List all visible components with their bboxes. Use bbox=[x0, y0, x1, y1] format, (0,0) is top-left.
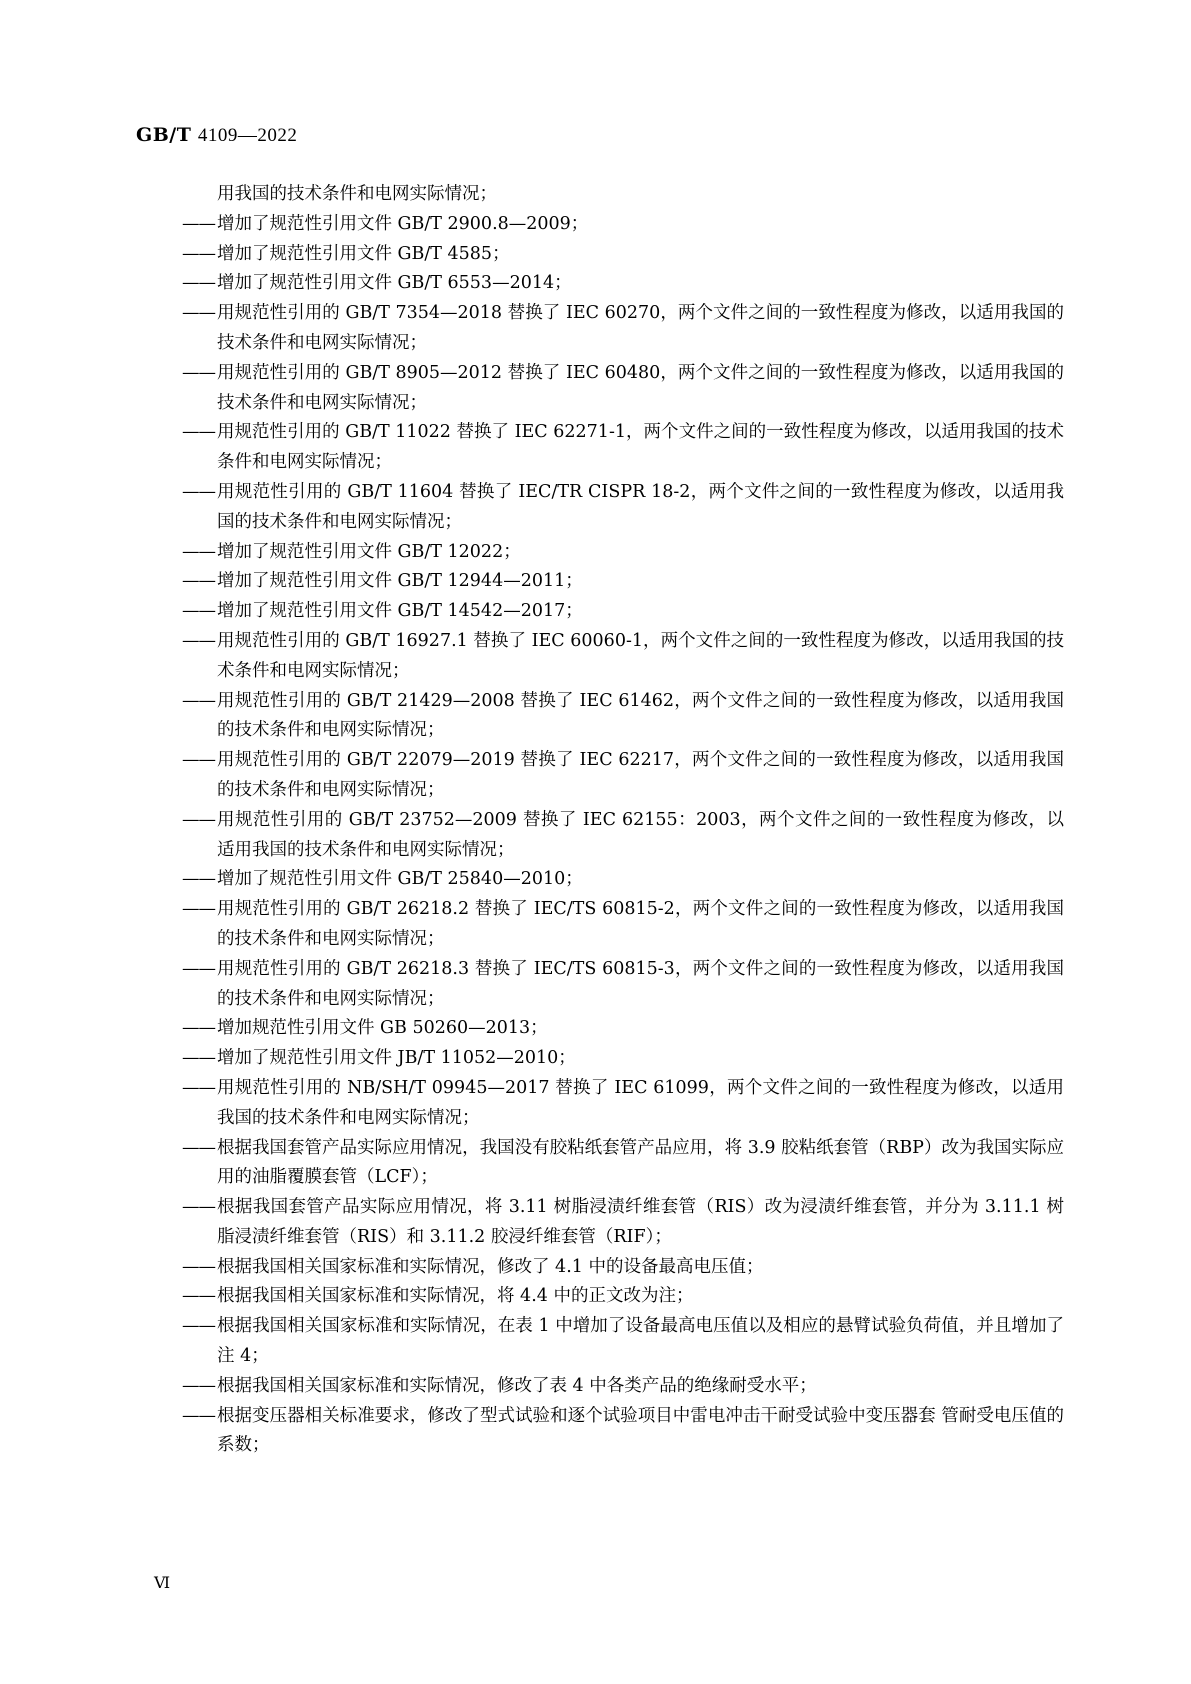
list-item-text: 根据我国套管产品实际应用情况，我国没有胶粘纸套管产品应用，将 3.9 胶粘纸套管（RBP）改为我国实际应用的油脂覆膜套管（LCF）； bbox=[217, 1137, 1064, 1188]
list-item-text: 增加了规范性引用文件 GB/T 25840—2010； bbox=[217, 869, 583, 890]
list-dash: —— bbox=[182, 1077, 215, 1098]
list-dash: —— bbox=[182, 630, 215, 651]
document-body bbox=[182, 180, 1064, 1461]
list-item bbox=[182, 687, 1064, 747]
list-item bbox=[182, 1044, 1064, 1074]
list-dash: —— bbox=[182, 1405, 215, 1426]
list-item bbox=[182, 1402, 1064, 1462]
list-item-text: 用规范性引用的 GB/T 26218.3 替换了 IEC/TS 60815-3，两个文件之间的一致性程度为修改，以适用我国的技术条件和电网实际情况； bbox=[217, 958, 1064, 1009]
list-item-text: 增加了规范性引用文件 GB/T 12022； bbox=[217, 541, 521, 562]
list-item bbox=[182, 1253, 1064, 1283]
list-item-text: 增加了规范性引用文件 GB/T 12944—2011； bbox=[217, 571, 583, 592]
list-dash: —— bbox=[182, 690, 215, 711]
list-item bbox=[182, 1282, 1064, 1312]
list-item-text: 根据我国相关国家标准和实际情况，在表 1 中增加了设备最高电压值以及相应的悬臂试验负荷值，并且增加了注 4； bbox=[217, 1316, 1064, 1367]
list-item bbox=[182, 746, 1064, 806]
list-item-text: 增加了规范性引用文件 GB/T 6553—2014； bbox=[217, 273, 572, 294]
list-dash: —— bbox=[182, 601, 215, 622]
continuation-line: 用我国的技术条件和电网实际情况； bbox=[217, 184, 497, 204]
list-dash: —— bbox=[182, 1256, 215, 1277]
list-item-text: 增加了规范性引用文件 GB/T 2900.8—2009； bbox=[217, 213, 589, 234]
list-dash: —— bbox=[182, 362, 215, 383]
list-item bbox=[182, 567, 1064, 597]
list-item bbox=[182, 240, 1064, 270]
list-item bbox=[182, 1014, 1064, 1044]
list-dash: —— bbox=[182, 273, 215, 294]
list-item-text: 用规范性引用的 GB/T 26218.2 替换了 IEC/TS 60815-2，两个文件之间的一致性程度为修改，以适用我国的技术条件和电网实际情况； bbox=[217, 899, 1064, 949]
list-item-text: 根据我国套管产品实际应用情况，将 3.11 树脂浸渍纤维套管（RIS）改为浸渍纤维套管，并分为 3.11.1 树脂浸渍纤维套管（RIS）和 3.11.2 胶浸纤维套管（RIF）； bbox=[217, 1197, 1064, 1247]
list-item bbox=[182, 1074, 1064, 1134]
list-dash: —— bbox=[182, 1375, 215, 1396]
list-dash: —— bbox=[182, 958, 215, 979]
list-item bbox=[182, 538, 1064, 568]
list-dash: —— bbox=[182, 303, 215, 324]
list-item bbox=[182, 418, 1064, 478]
change-list bbox=[182, 210, 1064, 1461]
list-item bbox=[182, 1134, 1064, 1194]
list-item bbox=[182, 895, 1064, 955]
list-item bbox=[182, 478, 1064, 538]
list-item bbox=[182, 210, 1064, 240]
list-item-text: 根据变压器相关标准要求，修改了型式试验和逐个试验项目中雷电冲击干耐受试验中变压器套 管耐受电压值的系数； bbox=[217, 1405, 1064, 1456]
list-item-text: 增加规范性引用文件 GB 50260—2013； bbox=[217, 1018, 548, 1039]
list-item-text: 增加了规范性引用文件 GB/T 4585； bbox=[217, 243, 510, 264]
list-item bbox=[182, 597, 1064, 627]
list-item-text: 增加了规范性引用文件 GB/T 14542—2017； bbox=[217, 601, 583, 622]
list-dash: —— bbox=[182, 750, 215, 771]
list-dash: —— bbox=[182, 1137, 215, 1158]
list-item-text: 用规范性引用的 GB/T 7354—2018 替换了 IEC 60270，两个文件之间的一致性程度为修改，以适用我国的技术条件和电网实际情况； bbox=[217, 303, 1064, 353]
page-number: Ⅵ bbox=[154, 1573, 171, 1592]
list-item-text: 用规范性引用的 GB/T 23752—2009 替换了 IEC 62155：2003，两个文件之间的一致性程度为修改，以适用我国的技术条件和电网实际情况； bbox=[217, 809, 1064, 860]
list-dash: —— bbox=[182, 571, 215, 592]
document-header bbox=[136, 124, 297, 147]
list-item-text: 用规范性引用的 GB/T 21429—2008 替换了 IEC 61462，两个文件之间的一致性程度为修改，以适用我国的技术条件和电网实际情况； bbox=[217, 690, 1064, 741]
list-dash: —— bbox=[182, 213, 215, 234]
list-dash: —— bbox=[182, 1018, 215, 1039]
standard-code: GB/T bbox=[136, 124, 192, 146]
standard-number: 4109—2022 bbox=[197, 125, 298, 146]
list-dash: —— bbox=[182, 422, 215, 443]
list-item-text: 增加了规范性引用文件 JB/T 11052—2010； bbox=[217, 1048, 576, 1069]
list-item-text: 根据我国相关国家标准和实际情况，修改了 4.1 中的设备最高电压值； bbox=[217, 1256, 764, 1277]
list-dash: —— bbox=[182, 1316, 215, 1337]
list-dash: —— bbox=[182, 1286, 215, 1307]
list-item-text: 用规范性引用的 GB/T 11604 替换了 IEC/TR CISPR 18-2，两个文件之间的一致性程度为修改，以适用我国的技术条件和电网实际情况； bbox=[217, 481, 1064, 532]
list-item bbox=[182, 1193, 1064, 1253]
list-item-text: 用规范性引用的 GB/T 16927.1 替换了 IEC 60060-1，两个文件之间的一致性程度为修改，以适用我国的技术条件和电网实际情况； bbox=[217, 630, 1064, 681]
list-item bbox=[182, 1312, 1064, 1372]
list-dash: —— bbox=[182, 869, 215, 890]
list-dash: —— bbox=[182, 541, 215, 562]
list-item-text: 根据我国相关国家标准和实际情况，修改了表 4 中各类产品的绝缘耐受水平； bbox=[217, 1375, 817, 1396]
list-item-text: 用规范性引用的 GB/T 22079—2019 替换了 IEC 62217，两个文件之间的一致性程度为修改，以适用我国的技术条件和电网实际情况； bbox=[217, 750, 1064, 800]
list-item bbox=[182, 955, 1064, 1015]
list-item bbox=[182, 359, 1064, 419]
list-dash: —— bbox=[182, 1048, 215, 1069]
list-item bbox=[182, 1372, 1064, 1402]
list-dash: —— bbox=[182, 899, 215, 920]
list-dash: —— bbox=[182, 1197, 215, 1218]
list-item bbox=[182, 806, 1064, 866]
list-item-text: 用规范性引用的 GB/T 11022 替换了 IEC 62271-1，两个文件之间的一致性程度为修改，以适用我国的技术条件和电网实际情况； bbox=[217, 422, 1064, 473]
list-dash: —— bbox=[182, 809, 215, 830]
list-dash: —— bbox=[182, 481, 215, 502]
list-dash: —— bbox=[182, 243, 215, 264]
list-item bbox=[182, 269, 1064, 299]
list-item-text: 用规范性引用的 NB/SH/T 09945—2017 替换了 IEC 61099，两个文件之间的一致性程度为修改，以适用我国的技术条件和电网实际情况； bbox=[217, 1077, 1064, 1128]
list-item bbox=[182, 627, 1064, 687]
list-item bbox=[182, 865, 1064, 895]
list-item-text: 根据我国相关国家标准和实际情况，将 4.4 中的正文改为注； bbox=[217, 1286, 694, 1307]
list-item-text: 用规范性引用的 GB/T 8905—2012 替换了 IEC 60480，两个文件之间的一致性程度为修改，以适用我国的技术条件和电网实际情况； bbox=[217, 362, 1064, 413]
list-item bbox=[182, 299, 1064, 359]
